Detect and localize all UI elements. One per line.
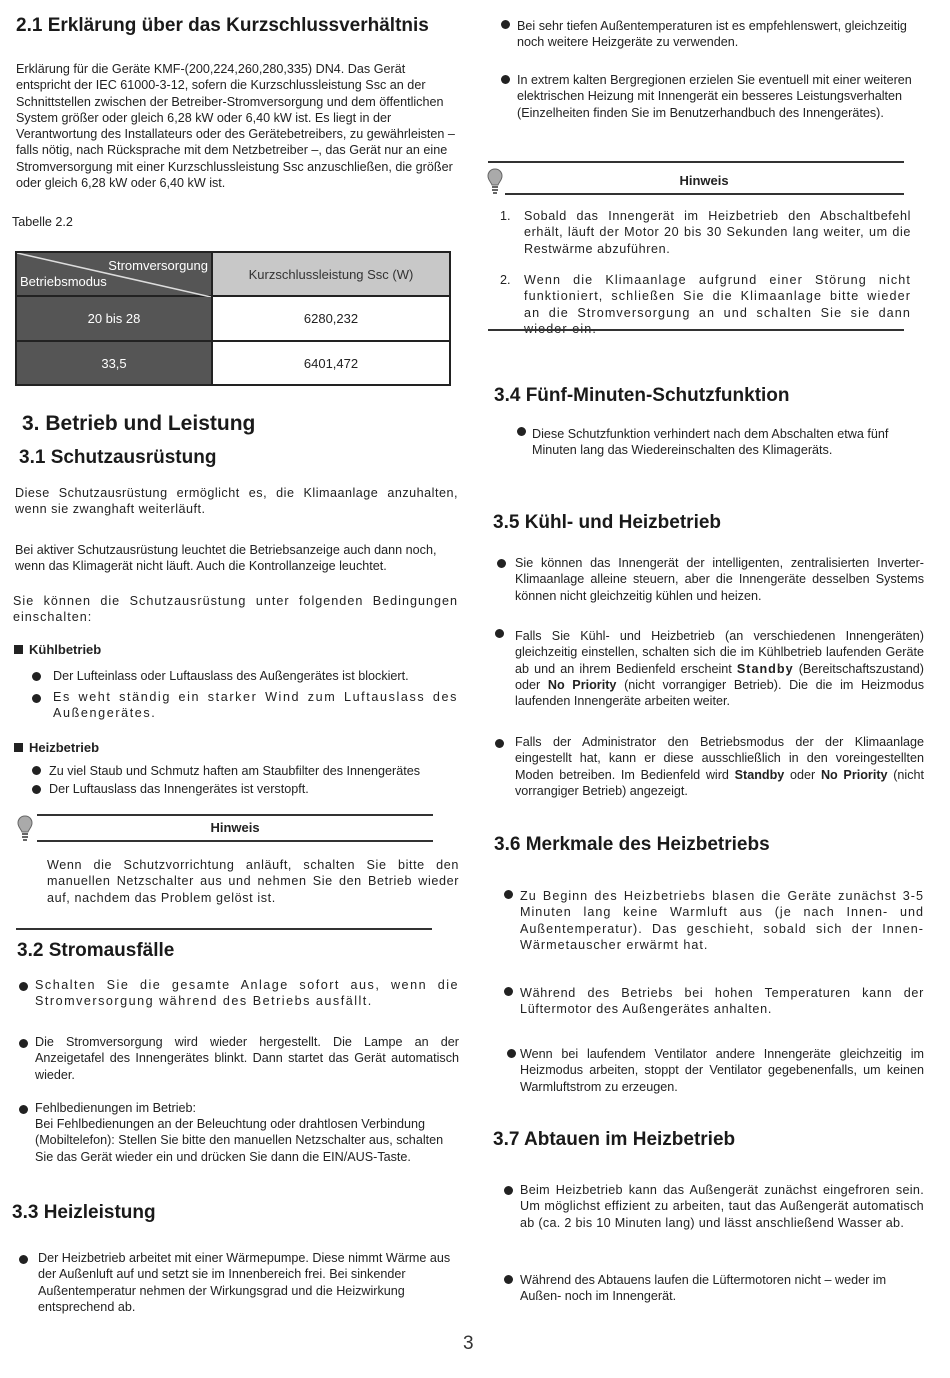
bullet-icon [32,766,41,775]
table-caption: Tabelle 2.2 [12,215,73,229]
item3-text-a: Falls der Administrator den Betriebsmodus der der Klimaanlage eingestellt hat, kann er diese ausschließlich in den voreingestellten Moden betreiben. Im Bedienfeld wird [515,735,924,782]
section-3-1-p3: Sie können die Schutzausrüstung unter folgenden Bedingungen einschalten: [13,594,458,625]
bullet-icon [32,785,41,794]
right-note-title: Hinweis [679,173,729,188]
note-text: Wenn die Schutzvorrichtung anläuft, schalten Sie bitte den manuellen Netzschalter aus und nehmen Sie den Betrieb wieder auf, nachdem das Problem gelöst ist. [47,858,459,905]
bullet-icon [501,20,510,29]
section-3-heading: 3. Betrieb und Leistung [22,412,256,435]
bullet-icon [19,982,28,991]
bullet-icon [32,694,41,703]
bullet-icon [517,427,526,436]
section-3-6-item: Wenn bei laufendem Ventilator andere Innengeräte gleichzeitig im Heizmodus arbeiten, stoppt der Ventilator gegebenenfalls, um keinen Warmluftstrom zu erzeugen. [520,1047,924,1094]
power-item-text: Schalten Sie die gesamte Anlage sofort aus, wenn die Stromversorgung während des Betriebs ausfällt. [35,978,459,1009]
note-item-text: Wenn die Klimaanlage aufgrund einer Störung nicht funktioniert, schließen Sie die Klimaanlage bitte wieder an die Stromversorgung an und schalten Sie sie dann [524,273,911,320]
bullet-icon [19,1255,28,1264]
power-item [35,1034,459,1083]
power-item-fault-title: Fehlbedienungen im Betrieb: [35,1101,197,1115]
cooling-item: Es weht ständig ein starker Wind zum Luftauslass des Außengerätes. [53,690,458,721]
heating-item: Zu viel Staub und Schmutz haften am Staubfilter des Innengerätes [49,764,421,778]
bullet-icon [497,559,506,568]
right-top-item: Bei sehr tiefen Außentemperaturen ist es empfehlenswert, gleichzeitig noch weitere Heizgeräte zu verwenden. [517,19,907,50]
bullet-icon [504,1186,513,1195]
right-note-bottom-rule [488,329,904,331]
no-priority-label: No Priority [547,677,617,692]
bullet-icon [19,1039,28,1048]
cooling-title: Kühlbetrieb [29,642,102,657]
bullet-icon [504,987,513,996]
table-cell-mode: 33,5 [16,341,212,385]
bullet-icon [504,1275,513,1284]
section-3-2-heading: 3.2 Stromausfälle [17,940,175,961]
right-note-top-rule [488,161,904,163]
table-corner-cell [16,252,212,296]
note-top-rule [37,814,433,816]
section-3-4-item: Diese Schutzfunktion verhindert nach dem Abschalten etwa fünf Minuten lang das Wiedereinschalten des Klimageräts. [532,427,889,458]
table-cell-value: 6280,232 [212,296,450,341]
bullet-icon [495,629,504,638]
short-circuit-table [15,251,451,386]
section-3-7-item: Während des Abtauens laufen die Lüftermotoren nicht – weder im Außen- noch im Innengerät. [520,1273,887,1304]
bullet-icon [32,672,41,681]
table-column-header: Kurzschlussleistung Ssc (W) [212,252,450,296]
note-title-rule [37,840,433,842]
section-3-4-heading: 3.4 Fünf-Minuten-Schutzfunktion [494,385,790,406]
section-2-1-heading: 2.1 Erklärung über das Kurzschlussverhältnis [16,15,429,36]
right-top-item: In extrem kalten Bergregionen erzielen Sie eventuell mit einer weiteren elektrischen Heizung mit Innengerät ein besseres Leistungsverhalten (Einzelheiten finden Sie im Benutzerhandbuch des Innengerätes). [517,73,912,120]
cooling-item: Der Lufteinlass oder Luftauslass des Außengerätes ist blockiert. [53,669,409,683]
section-3-7-item: Beim Heizbetrieb kann das Außengerät zunächst eingefroren sein. Um möglichst effizient zu arbeiten, taut das Außengerät automatisch ab (ca. 2 bis 10 Minuten lang) und lässt anschließend Wasser ab. [520,1183,924,1230]
standby-label: Standby [734,767,785,782]
square-bullet-icon [14,645,23,654]
note-title: Hinweis [210,820,260,835]
heating-title: Heizbetrieb [29,740,100,755]
note-bottom-rule [16,928,432,930]
corner-label-top: Stromversorgung [108,258,208,273]
section-3-5-item: Sie können das Innengerät der intelligenten, zentralisierten Inverter-Klimaanlage alleine steuern, aber die Innengeräte desselben Systems können nicht gleichzeitig kühlen und heizen. [515,556,924,603]
heating-subheading [14,740,99,755]
section-2-1-text: Erklärung für die Geräte KMF-(200,224,260,280,335) DN4. Das Gerät entspricht der IEC 61000-3-12, sofern die Kurzschlussleistung Ssc an der Schnittstellen zwischen der Betreiber-Stromversorgung und dem öffentlichen System größer oder gleich 6,28 kW oder 6,40 kW ist. Es liegt in der Verantwortung des Installateurs oder des Gerätebetreibers, zu gewährleisten – falls nötig, nach Rücksprache mit dem Netzbetreiber –, das Gerät nur an eine Stromversorgung mit einer Kurzschlussleistung Ssc anzuschließen, die größer oder gleich 6,28 kW oder 6,40 kW ist. [16,62,455,191]
section-3-3-heading: 3.3 Heizleistung [12,1202,156,1223]
corner-label-bottom: Betriebsmodus [20,274,107,289]
bullet-icon [507,1049,516,1058]
item2-text-c: (nicht vorrangiger Betrieb). Die die im Heizmodus laufenden Innengeräte arbeiten weiter. [515,677,925,709]
table-row [16,296,450,341]
square-bullet-icon [14,743,23,752]
section-3-1-p2: Bei aktiver Schutzausrüstung leuchtet die Betriebsanzeige auch dann noch, wenn das Klimagerät nicht läuft. Auch die Kontrollanzeige leuchtet. [15,543,437,574]
section-3-7-heading: 3.7 Abtauen im Heizbetrieb [493,1129,736,1150]
item3-text-b: oder [790,767,816,782]
power-item-fault-text: Bei Fehlbedienungen an der Beleuchtung oder drahtlosen Verbindung (Mobiltelefon): Stellen Sie bitte den manuellen Netzschalter aus, schalten Sie das Gerät wieder ein und drücken Sie dann die EIN/AUS-Taste. [35,1117,444,1164]
right-note-title-rule [505,193,904,195]
cooling-subheading [14,642,101,657]
no-priority-label: No Priority [820,767,888,782]
lightbulb-icon [17,815,33,843]
note-item-number: 2. [500,273,511,287]
section-3-6-item: Während des Betriebs bei hohen Temperaturen kann der Lüftermotor des Außengerätes anhalten. [520,986,924,1017]
section-3-6-heading: 3.6 Merkmale des Heizbetriebs [494,834,770,855]
lightbulb-icon [487,168,503,196]
section-3-6-item: Zu Beginn des Heizbetriebs blasen die Geräte zunächst 3-5 Minuten lang keine Warmluft aus (je nach Innen- und Außentemperatur). Das geschieht, sobald sich der Innen-Wärmetauscher erwärmt hat. [520,889,924,952]
standby-label: Standby [736,661,794,676]
heating-performance-item: Der Heizbetrieb arbeitet mit einer Wärmepumpe. Diese nimmt Wärme aus der Außenluft auf und setzt sie im Innenbereich frei. Bei sinkender Außentemperatur nehmen der Wirkungsgrad und die Heizwirkung entsprechend ab. [38,1251,451,1314]
section-3-1-heading: 3.1 Schutzausrüstung [19,447,217,468]
item3-text-c: (nicht vorrangiger Betrieb) angezeigt. [515,767,925,798]
bullet-icon [504,890,513,899]
table-cell-value: 6401,472 [212,341,450,385]
table-cell-mode: 20 bis 28 [16,296,212,341]
item2-text-a: Falls Sie Kühl- und Heizbetrieb (an verschiedenen Innengeräten) gleichzeitig einstellen, schalten sich die im Kühlbetrieb laufenden Geräte ab und an ihrem Bedienfeld erscheint [515,629,924,676]
heating-item: Der Luftauslass das Innengerätes ist verstopft. [49,782,309,796]
power-item-text: Die Stromversorgung wird wieder hergestellt. Die Lampe an der Anzeigetafel des Innengerätes blinkt. Dann startet das Gerät automatisch wieder. [35,1035,459,1082]
note-item-text: Sobald das Innengerät im Heizbetrieb den Abschaltbefehl erhält, läuft der Motor 20 bis 30 Sekunden lang weiter, um die Restwärme abzuführen. [524,209,911,256]
section-3-5-heading: 3.5 Kühl- und Heizbetrieb [493,512,722,533]
power-item [35,977,459,1010]
bullet-icon [501,75,510,84]
section-3-5-item [515,734,924,799]
page-number: 3 [463,1333,474,1354]
bullet-icon [495,739,504,748]
section-3-1-p1: Diese Schutzausrüstung ermöglicht es, die Klimaanlage anzuhalten, wenn sie zwanghaft weiterläuft. [15,486,458,517]
note-item-number: 1. [500,209,511,223]
table-row [16,341,450,385]
bullet-icon [19,1105,28,1114]
item2-text-b: (Bereitschaftszustand) oder [515,661,924,692]
section-3-5-item [515,628,924,709]
